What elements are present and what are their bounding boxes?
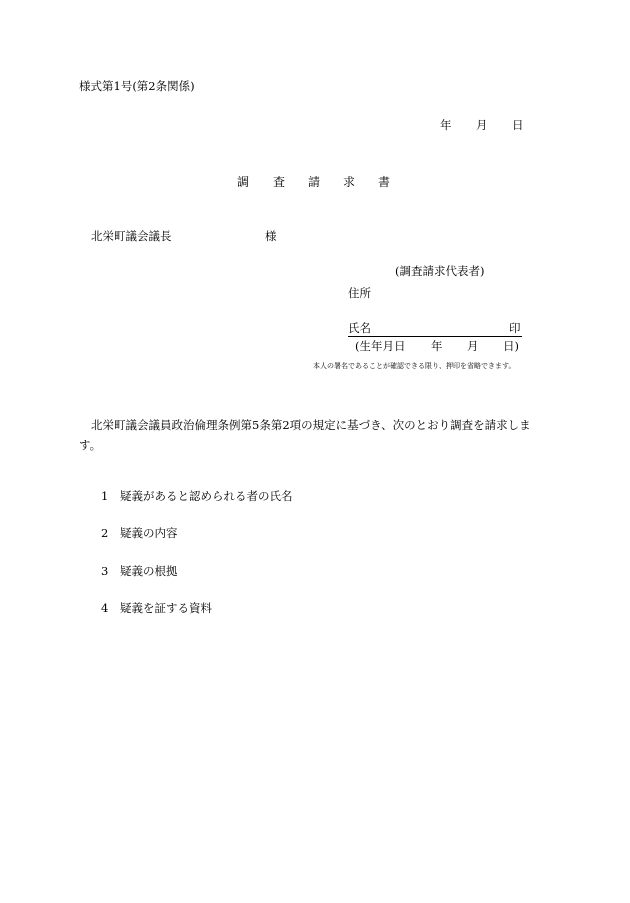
list-item — [101, 603, 212, 615]
date-year: 年 — [440, 118, 452, 132]
item-number: 1 — [101, 489, 109, 503]
honorific: 様 — [265, 229, 277, 243]
seal-label: 印 — [509, 321, 521, 335]
signature-note: 本人の署名であることが確認できる限り、押印を省略できます。 — [313, 362, 516, 370]
address-label: 住所 — [348, 286, 371, 300]
title-char: 調 — [237, 175, 250, 189]
item-text: 疑義の内容 — [120, 526, 178, 540]
item-number: 4 — [101, 601, 109, 615]
form-number: 様式第1号(第2条関係) — [79, 79, 195, 93]
title-char: 求 — [343, 175, 356, 189]
date-day: 日 — [512, 118, 524, 132]
item-text: 疑義の根拠 — [120, 564, 178, 578]
document-title — [0, 176, 630, 190]
item-number: 3 — [101, 564, 109, 578]
list-item — [101, 566, 178, 578]
addressee: 北栄町議会議長 — [91, 229, 172, 243]
birth-year: 年 — [431, 339, 443, 353]
list-item — [101, 528, 178, 540]
item-text: 疑義を証する資料 — [120, 601, 212, 615]
name-label: 氏名 — [348, 321, 371, 335]
title-char: 査 — [273, 175, 286, 189]
item-text: 疑義があると認められる者の氏名 — [120, 489, 293, 503]
birth-open: (生年月日 — [355, 339, 406, 353]
date-line — [0, 120, 630, 134]
birth-day: 日) — [503, 339, 519, 353]
representative-label: (調査請求代表者) — [395, 264, 485, 278]
birth-month: 月 — [467, 339, 479, 353]
date-month: 月 — [476, 118, 488, 132]
birthdate-line — [0, 341, 630, 355]
list-item — [101, 491, 293, 503]
request-body: 北栄町議会議員政治倫理条例第5条第2項の規定に基づき、次のとおり調査を請求します。 — [79, 418, 531, 452]
name-underline — [348, 322, 522, 337]
title-char: 請 — [308, 175, 321, 189]
item-number: 2 — [101, 526, 109, 540]
title-char: 書 — [378, 175, 391, 189]
